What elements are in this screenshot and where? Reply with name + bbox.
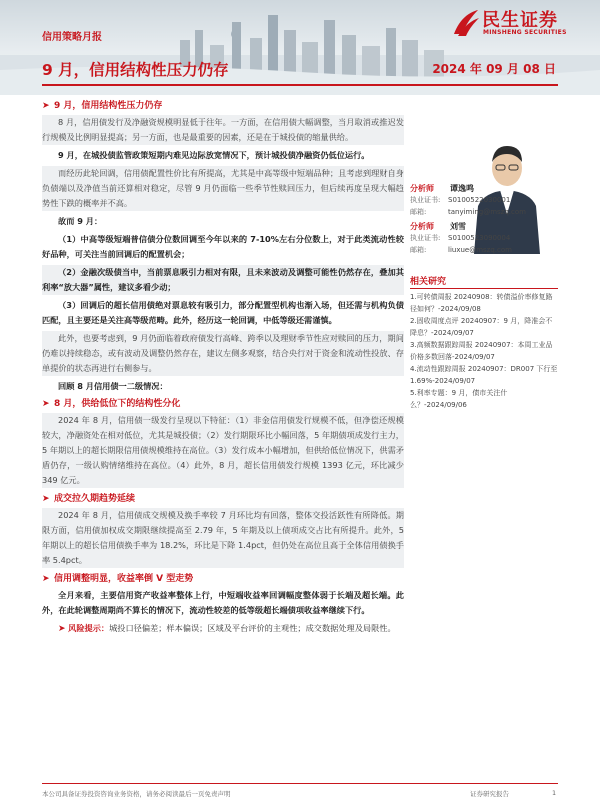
related-item[interactable]: 5.利率专题：9 月，债市关注什么？-2024/09/06 <box>410 389 508 409</box>
report-date: 2024 年 09 月 08 日 <box>432 62 556 76</box>
main-column <box>42 98 404 637</box>
cert-number: S0100522030001 <box>448 196 511 204</box>
arrow-icon: ➤ <box>42 100 50 111</box>
cert-number: S0100523090004 <box>448 234 511 242</box>
logo-english-name: MINSHENG SECURITIES <box>483 29 567 36</box>
section-title: 信用调整明显，收益率倒 V 型走势 <box>54 573 194 584</box>
email-link[interactable]: tanyiming@mszq.com <box>448 208 526 216</box>
section-title: 成交拉久期趋势延续 <box>54 493 136 504</box>
footer-disclaimer: 本公司具备证券投资咨询业务资格，请务必阅读最后一页免责声明 <box>42 790 231 798</box>
analyst-name: 刘雪 <box>450 221 466 231</box>
paragraph: 此外，也要考虑到，9 月仍面临着政府债发行高峰、跨季以及理财季节性应对赎回的压力，期间仍难以持续稳态，或有波动及调整仍然存在，建议左侧多观察，结合央行对于资金和流动性投放、存单提价的状态再进行右侧参与。 <box>42 331 404 376</box>
related-research-list <box>410 291 558 411</box>
arrow-icon: ➤ <box>58 624 66 634</box>
section-heading-2 <box>42 396 404 412</box>
report-title: 9 月，信用结构性压力仍存 <box>42 61 229 79</box>
report-header <box>0 0 600 95</box>
analyst-name: 谭逸鸣 <box>450 183 474 193</box>
section-heading-3 <box>42 491 404 507</box>
analyst-role: 分析师 <box>410 183 434 193</box>
paragraph-lead: 故而 9 月： <box>58 216 103 226</box>
analyst-role: 分析师 <box>410 221 434 231</box>
paragraph: 而经历此轮回调，信用债配置性价比有所提高，尤其是中高等级中短端品种；且考虑到理财自身负债端以及净值当前还算相对稳定，尽管 9 月仍面临一些季节性赎回压力，但后续再度呈现大幅趋势性下跌的概率并不高。 <box>42 166 404 211</box>
paragraph-highlight: 全月来看，主要信用资产收益率整体上行，中短端收益率回调幅度整体弱于长端及超长端。此外，在此轮调整周期尚不算长的情况下，流动性较差的低等级超长端债项收益率继续下行。 <box>42 590 404 615</box>
section-heading-4 <box>42 571 404 587</box>
cert-label: 执业证书: <box>410 196 441 204</box>
report-category: 信用策略月报 <box>42 32 102 43</box>
related-divider <box>410 288 558 289</box>
review-heading: 回顾 8 月信用债一二级情况： <box>58 381 168 391</box>
email-label: 邮箱: <box>410 208 427 216</box>
section-title: 8 月，供给低位下的结构性分化 <box>54 398 181 409</box>
email-label: 邮箱: <box>410 246 427 254</box>
footer-report-type: 证券研究报告 <box>470 790 509 798</box>
section-title: 9 月，信用结构性压力仍存 <box>54 100 163 111</box>
arrow-icon: ➤ <box>42 573 50 584</box>
risk-label: 风险提示： <box>68 623 110 633</box>
logo-name: 民生证券 <box>482 10 558 31</box>
section-heading-1 <box>42 98 404 114</box>
related-research-title: 相关研究 <box>410 277 447 287</box>
risk-warning <box>42 621 404 637</box>
risk-text: 城投口径偏差；样本偏误；区域及平台评价的主观性；成交数据处理及局限性。 <box>109 623 396 633</box>
footer-divider <box>42 783 558 784</box>
related-item[interactable]: 3.高频数据跟踪周报 20240907：本周工业品价格多数回落-2024/09/07 <box>410 341 553 361</box>
header-divider <box>42 84 558 86</box>
arrow-icon: ➤ <box>42 493 50 504</box>
minsheng-logo-icon <box>452 8 480 38</box>
list-item: （1）中高等级短端普信债分位数回调至今年以来的 7-10%左右分位数上，对于此类流动性较好品种，可关注当前回调后的配置机会； <box>42 234 404 259</box>
paragraph: 2024 年 8 月，信用债成交规模及换手率较 7 月环比均有回落，整体交投活跃性有所降低。期限方面，信用债加权成交期限继续提高至 2.79 年，5 年期及以上债项成交占比有所提升。此外，5 年期以上的超长信用债换手率为 18.2%，环比是下降 1.4pct，但仍处在高位且高于全体信用债换手率 5.4pct。 <box>42 508 404 568</box>
analyst-card-2 <box>410 220 558 256</box>
arrow-icon: ➤ <box>42 398 50 409</box>
related-item[interactable]: 2.固收周度点评 20240907：9 月，降准会不降息？-2024/09/07 <box>410 317 553 337</box>
paragraph-highlight: 9 月，在城投债监管政策短期内难见边际放宽情况下，预计城投债净融资仍低位运行。 <box>58 150 370 160</box>
email-link[interactable]: liuxue@mszq.com <box>448 246 512 254</box>
related-item[interactable]: 4.流动性跟踪周报 20240907：DR007 下行至 1.69%-2024/09/07 <box>410 365 558 385</box>
paragraph: 8 月，信用债发行及净融资规模明显低于往年。一方面，在信用债大幅调整，当月取消或推迟发行规模及比例明显提高；另一方面，也是最重要的因素，还是在于城投债的缩量供给。 <box>42 115 404 145</box>
list-item: （2）金融次级债当中，当前票息吸引力相对有限，且未来波动及调整可能性仍然存在，叠加其利率“放大器”属性，建议多看少动； <box>42 265 404 295</box>
cert-label: 执业证书: <box>410 234 441 242</box>
company-logo <box>452 6 592 40</box>
analyst-card-1 <box>410 182 558 218</box>
related-item[interactable]: 1.可转债周报 20240908：转债溢价率修复路径如何？-2024/09/08 <box>410 293 553 313</box>
list-item: （3）回调后的超长信用债绝对票息较有吸引力，部分配置型机构也渐入场，但还需与机构负债匹配，且主要还是关注高等级范畴。此外，经历这一轮回调，中低等级还需谨慎。 <box>42 300 404 325</box>
paragraph: 2024 年 8 月，信用债一级发行呈现以下特征：（1）非金信用债发行规模不低，但净偿还规模较大，净融资处在相对低位，尤其是城投债；（2）发行期限环比小幅回落，5 年期债项成发行主力，5 年期以上的超长期限信用债规模维持在高位。（3）发行成本小幅增加，但供给低位情况下，供需矛盾仍存，一级认购情绪维持在高位。（4）此外，8 月，超长信用债发行规模 1393 亿元，环比减少 349 亿元。 <box>42 413 404 488</box>
page-number: 1 <box>552 789 557 797</box>
